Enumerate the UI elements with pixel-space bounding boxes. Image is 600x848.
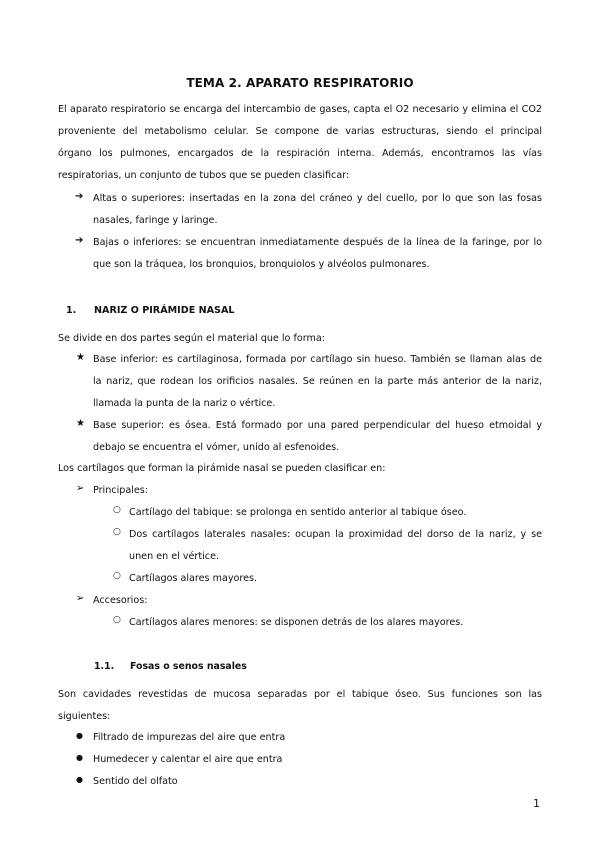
list-item-line: nasales, faringe y laringe. [93,215,218,226]
list-item-line: la nariz, que rodean los orificios nasales. Se reúnen en la parte más anterior de la nariz, [93,376,542,387]
subsection-intro-line: Son cavidades revestidas de mucosa separadas por el tabique óseo. Sus funciones son las [58,689,542,700]
list-item-label: Accesorios: [93,595,148,606]
circle-bullet-icon: ○ [113,505,121,515]
list-item-label: Principales: [93,485,149,496]
page-number: 1 [533,797,540,810]
section-heading: NARIZ O PIRÁMIDE NASAL [94,305,235,316]
list-item-line: Cartílagos alares menores: se disponen detrás de los alares mayores. [129,617,464,628]
arrow-bullet-icon: ➔ [75,191,84,202]
circle-bullet-icon: ○ [113,571,121,581]
list-item-line: que son la tráquea, los bronquios, bronquiolos y alvéolos pulmonares. [93,259,430,270]
triangle-bullet-icon: ➢ [76,593,85,604]
list-item-line: Base superior: es ósea. Está formado por una pared perpendicular del hueso etmoidal y [93,420,542,431]
dot-bullet-icon: ● [76,753,83,762]
list-item: Humedecer y calentar el aire que entra [93,754,283,765]
dot-bullet-icon: ● [76,775,83,784]
list-item-line: Base inferior: es cartilaginosa, formada por cartílago sin hueso. También se llaman alas de [93,354,542,365]
triangle-bullet-icon: ➢ [76,483,85,494]
circle-bullet-icon: ○ [113,527,121,537]
list-item-line: Cartílagos alares mayores. [129,573,258,584]
intro-line: órgano los pulmones, encargados de la respiración interna. Además, encontramos las vías [58,148,542,159]
list-item-line: unen en el vértice. [129,551,220,562]
list-item-line: llamada la punta de la nariz o vértice. [93,398,276,409]
cartilagos-intro: Los cartílagos que forman la pirámide nasal se pueden clasificar en: [58,463,386,474]
star-bullet-icon: ★ [76,352,85,363]
intro-line: El aparato respiratorio se encarga del intercambio de gases, capta el O2 necesario y elimina el CO2 [58,104,542,115]
list-item-line: Bajas o inferiores: se encuentran inmediatamente después de la línea de la faringe, por lo [93,237,542,248]
list-item: Sentido del olfato [93,776,178,787]
circle-bullet-icon: ○ [113,615,121,625]
intro-line: respiratorias, un conjunto de tubos que se pueden clasificar: [58,170,350,181]
section-intro: Se divide en dos partes según el material que lo forma: [58,333,325,344]
arrow-bullet-icon: ➔ [75,235,84,246]
list-item-line: Altas o superiores: insertadas en la zona del cráneo y del cuello, por lo que son las fosas [93,193,542,204]
intro-line: proveniente del metabolismo celular. Se compone de varias estructuras, siendo el principal [58,126,542,137]
subsection-heading: Fosas o senos nasales [130,661,247,672]
page-title: TEMA 2. APARATO RESPIRATORIO [186,76,414,90]
star-bullet-icon: ★ [76,418,85,429]
dot-bullet-icon: ● [76,731,83,740]
subsection-intro-line: siguientes: [58,711,111,722]
subsection-number: 1.1. [94,661,115,672]
list-item-line: Dos cartílagos laterales nasales: ocupan la proximidad del dorso de la nariz, y se [129,529,542,540]
list-item-line: Cartílago del tabique: se prolonga en sentido anterior al tabique óseo. [129,507,467,518]
list-item-line: debajo se encuentra el vómer, unido al esfenoides. [93,442,340,453]
section-number: 1. [66,305,77,316]
list-item: Filtrado de impurezas del aire que entra [93,732,286,743]
